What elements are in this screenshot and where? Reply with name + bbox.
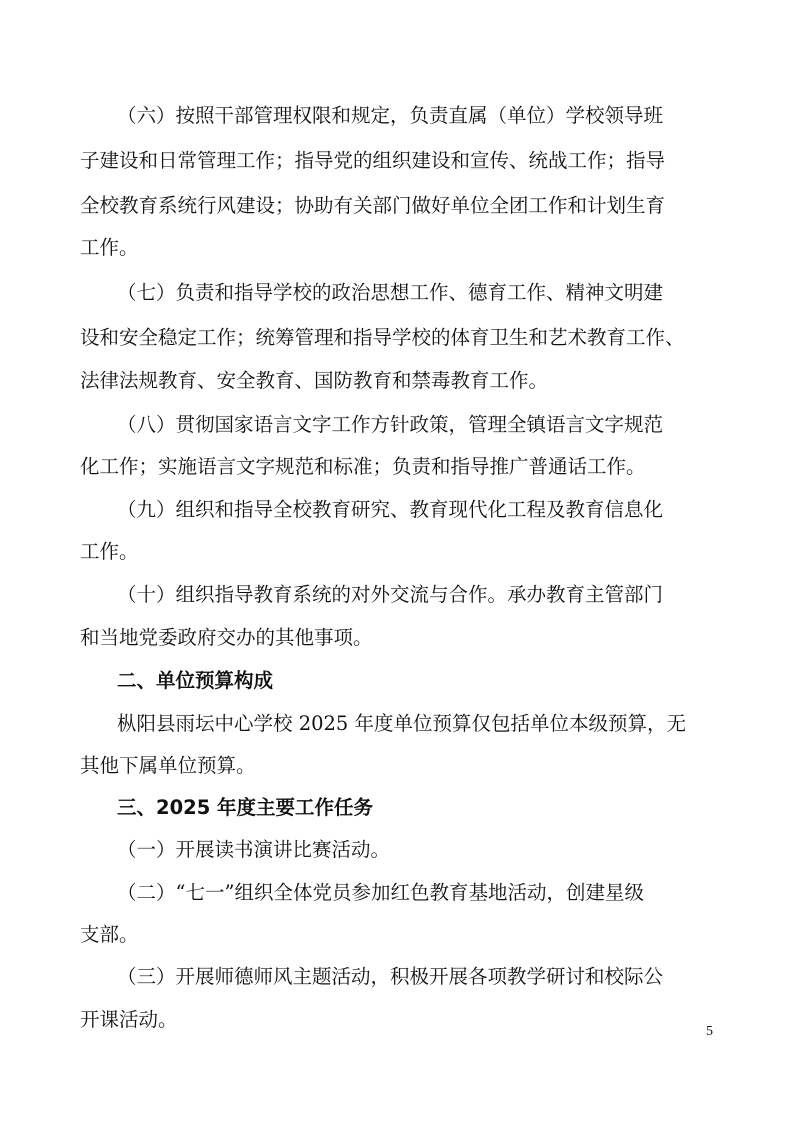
page-number: 5 xyxy=(706,1024,713,1039)
section-heading-main-tasks: 三、2025 年度主要工作任务 xyxy=(117,796,374,819)
budget-paragraph-line-1: 枞阳县雨坛中心学校 2025 年度单位预算仅包括单位本级预算，无 xyxy=(117,712,687,735)
paragraph-6-line-1: （六）按照干部管理权限和规定，负责直属（单位）学校领导班 xyxy=(117,104,664,127)
paragraph-7-line-1: （七）负责和指导学校的政治思想工作、德育工作、精神文明建 xyxy=(117,281,664,304)
paragraph-6-line-3: 全校教育系统行风建设；协助有关部门做好单位全团工作和计划生育 xyxy=(80,194,666,217)
paragraph-8-line-1: （八）贯彻国家语言文字工作方针政策，管理全镇语言文字规范 xyxy=(117,413,664,436)
task-2-line-2: 支部。 xyxy=(80,923,139,946)
paragraph-6-line-2: 子建设和日常管理工作；指导党的组织建设和宣传、统战工作；指导 xyxy=(80,149,666,172)
paragraph-6-line-4: 工作。 xyxy=(80,236,139,259)
budget-paragraph-line-2: 其他下属单位预算。 xyxy=(80,754,256,777)
section-heading-budget-structure: 二、单位预算构成 xyxy=(117,669,274,692)
task-2-line-1: （二）“七一”组织全体党员参加红色教育基地活动，创建星级 xyxy=(117,881,644,904)
task-3-line-1: （三）开展师德师风主题活动，积极开展各项教学研讨和校际公 xyxy=(117,965,664,988)
paragraph-7-line-3: 法律法规教育、安全教育、国防教育和禁毒教育工作。 xyxy=(80,369,549,392)
task-3-line-2: 开课活动。 xyxy=(80,1008,178,1031)
paragraph-9-line-2: 工作。 xyxy=(80,540,139,563)
paragraph-10-line-2: 和当地党委政府交办的其他事项。 xyxy=(80,626,373,649)
paragraph-8-line-2: 化工作；实施语言文字规范和标准；负责和指导推广普通话工作。 xyxy=(80,455,646,478)
paragraph-7-line-2: 设和安全稳定工作；统筹管理和指导学校的体育卫生和艺术教育工作、 xyxy=(80,326,685,349)
paragraph-9-line-1: （九）组织和指导全校教育研究、教育现代化工程及教育信息化 xyxy=(117,498,664,521)
task-1-line-1: （一）开展读书演讲比赛活动。 xyxy=(117,838,391,861)
paragraph-10-line-1: （十）组织指导教育系统的对外交流与合作。承办教育主管部门 xyxy=(117,583,664,606)
